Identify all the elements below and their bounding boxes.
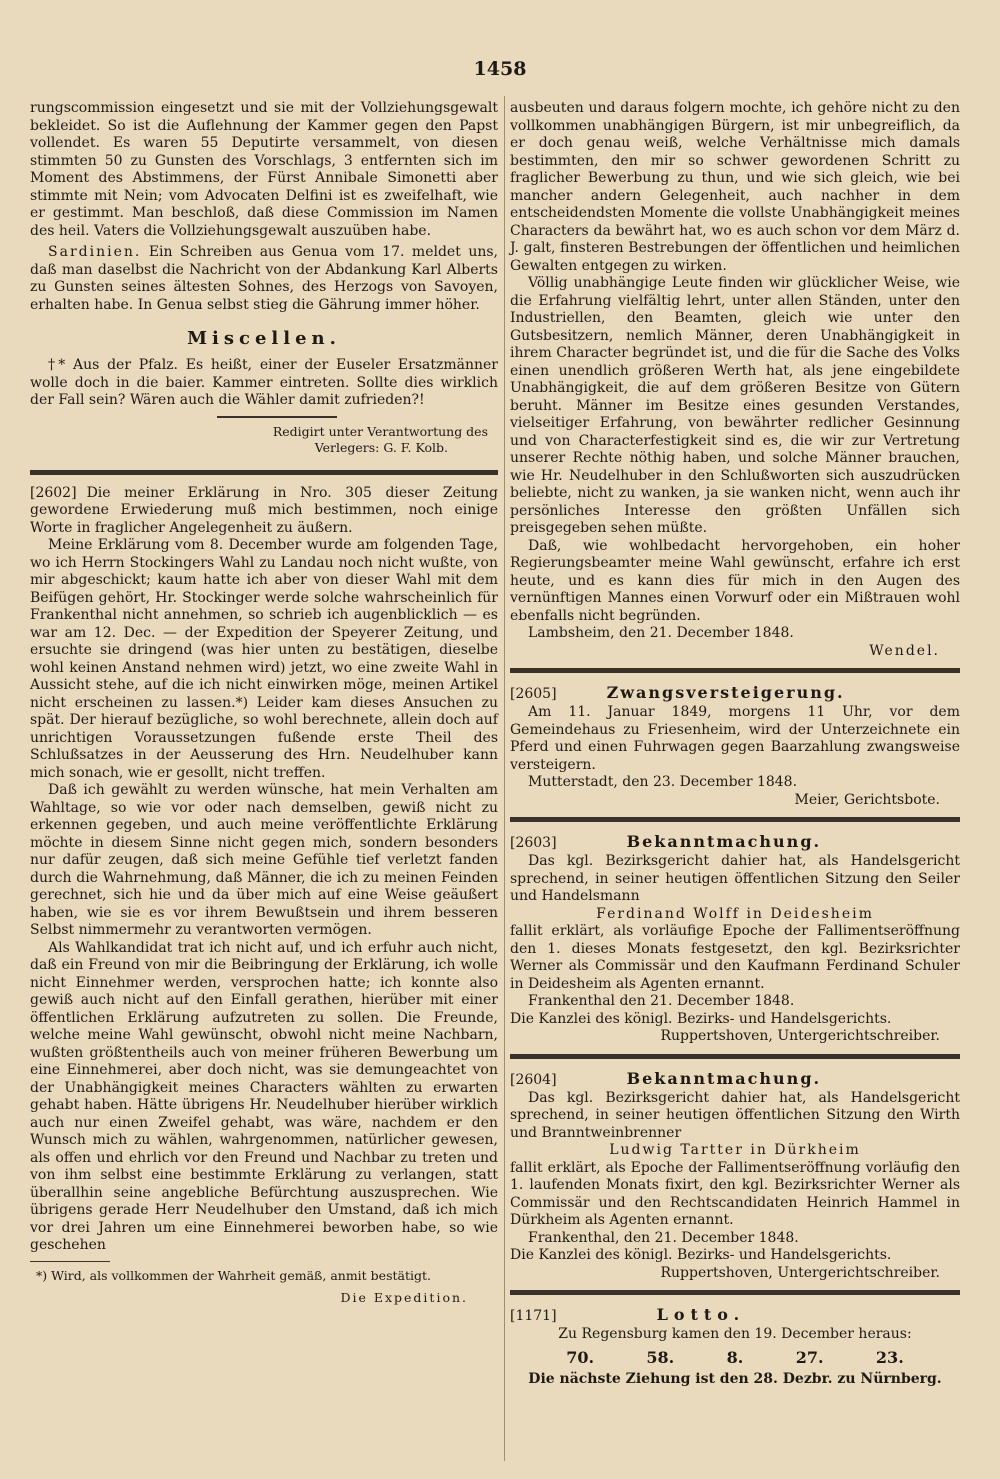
ad-person-name: Ludwig Tartter in Dürkheim: [609, 1142, 861, 1158]
ad-title: Lotto.: [656, 1305, 746, 1324]
dateline: Mutterstadt, den 23. December 1848.: [528, 774, 798, 790]
ad-title: Bekanntmachung.: [626, 832, 822, 851]
publisher-line: Verlegers: G. F. Kolb.: [314, 439, 448, 455]
lotto-number: 8.: [726, 1347, 744, 1367]
right-column: [510, 100, 960, 1388]
signature: Meier, Gerichtsbote.: [794, 791, 940, 808]
lotto-number: 23.: [875, 1347, 904, 1367]
ad-2602-paragraph: Meine Erklärung vom 8. December wurde am folgenden Tage, wo ich Herrn Stockingers Wahl zu Landau noch nicht wußte, von mir abgeschickt; kaum hatte ich aber von dieser Wahl mit dem Beifügen gehört, Hr. Stockinger werde solche wahrscheinlich für Frankenthal nicht annehmen, so schrieb ich augenblicklich — es war am 12. Dec. — der Expedition der Speyerer Zeitung, und ersuchte sie dringend (was hier unten zu bestätigen, dieselbe wohl keinen Anstand nehmen wird) jetzt, wo eine zweite Wahl in Aussicht stehe, auf die ich nicht einwirken möge, meinen Artikel nicht erscheinen zu lassen.*) Leider kam dieses Ansuchen zu spät. Der hierauf bezügliche, so wohl berechnete, allein doch auf unrichtigen Voraussetzungen fußende erste Theil des Schlußsatzes in der Aeusserung des Hrn. Neudelhuber kann mich sonach, wie er gesollt, nicht treffen.: [30, 537, 498, 781]
section-divider: [30, 470, 498, 475]
page-number: 1458: [473, 58, 527, 80]
ad-2602-intro: [30, 485, 498, 538]
lotto-next-draw: Die nächste Ziehung ist den 28. Dezbr. zu Nürnberg.: [528, 1370, 942, 1387]
ad-2602-paragraph: Daß ich gewählt zu werden wünsche, hat mein Verhalten am Wahltage, so wie vor oder nach demselben, gewiß nicht zu erkennen gegeben, und auch meine veröffentlichte Erklärung möchte in diesem Sinne nicht gegen mich, sondern besonders nur dafür zeugen, daß sich meine Gefühle tief verletzt fanden durch die Wahrnehmung, daß Männer, die ich zu meinen Feinden gerechnet, sich hie und da über mich auf eine Weise geäußert haben, wie sie es vor ihrem Bewußtsein und ihrem besseren Selbst nimmermehr zu verantworten vermögen.: [30, 782, 498, 938]
ad-2602-paragraph: Als Wahlkandidat trat ich nicht auf, und ich erfuhr auch nicht, daß ein Freund von mir die Beibringung der Erklärung, ich wolle nicht Einnehmer werden, versprochen hatte; ich konnte also gewiß auch nicht auf den Einfall gerathen, hierüber mit einer öffentlichen Erklärung aufzutreten zu sollen. Die Freunde, welche meine Wahl gewünscht, obwohl nicht meine Nachbarn, wußten größtentheils auch von meiner früheren Bewerbung um eine Einnehmerei, aber doch nicht, was sie demungeachtet von der Unabhängigkeit meines Characters wählten zu erwarten gehabt haben. Hätte übrigens Hr. Neudelhuber hierüber wirklich auch nur einen Zweifel gehabt, was wäre, nachdem er den Wunsch mich zu wählen, wahrgenommen, natürlicher gewesen, als offen und ehrlich vor den Freund und Nachbar zu treten und von ihm selbst eine bestimmte Erklärung zu verlangen, statt überallhin seine angebliche Befürchtung auszusprechen. Wie übrigens gerade Herr Neudelhuber den Umstand, daß ich mich vor drei Jahren um eine Einnehmerei beworben habe, so wie geschehen: [30, 939, 498, 1253]
article-paragraph: Völlig unabhängige Leute finden wir glücklicher Weise, wie die Erfahrung vielfältig lehrt, unter allen Ständen, unter den Industriellen, den Beamten, gleich wie unter den Gutsbesitzern, nemlich Männer, deren Unabhängigkeit in ihrem Character begründet ist, und die für die Sache des Volks einen unendlich größeren Werth hat, als jene eingebildete Unabhängigkeit, die auf dem größeren Besitze von Gütern beruht. Männer im Besitze eines gesunden Verstandes, vielseitiger Erfahrung, von bewährter redlicher Gesinnung und von Characterfestigkeit sind es, die wir zur Vertretung unserer Rechte nöthig haben, und solche Männer brauchen, wie Hr. Neudelhuber in den Schlußworten sich auszudrücken beliebte, nicht zu wanken, ja sie wanken nicht, wenn auch ihr persönliches Interesse den größten Unfällen sich preisgegeben sehen müßte.: [510, 275, 960, 536]
signature: Ruppertshoven, Untergerichtschreiber.: [660, 1028, 940, 1044]
article-paragraph: ausbeuten und daraus folgern mochte, ich gehöre nicht zu den vollkommen unabhängigen Bürgern, ist mir unbegreiflich, da er doch genau weiß, welche Verhältnisse mich damals bestimmten, den mir so schwer gewordenen Schritt zu fraglicher Bewerbung zu thun, und wie sich gleich, wie bei mancher andern Gelegenheit, auch nachher in dem entscheidendsten Momente die vollste Unabhängigkeit meines Characters da bewährt hat, wo es auch schon vor dem März d. J. galt, finsteren Bestrebungen der öffentlichen und heimlichen Gewalten entgegen zu wirken.: [510, 100, 960, 274]
section-divider: [510, 1054, 960, 1059]
editor-line: Redigirt unter Verantwortung des: [272, 423, 488, 439]
dateline: Frankenthal den 21. December 1848.: [528, 993, 795, 1009]
footnote-rule: [30, 1261, 110, 1262]
signature: Wendel.: [869, 642, 940, 659]
ad-office: Die Kanzlei des königl. Bezirks- und Handelsgerichts.: [510, 1010, 892, 1027]
ad-number: [2603]: [510, 835, 557, 851]
section-label: Sardinien.: [48, 244, 142, 260]
article-text: Ein Schreiben aus Genua vom 17. meldet uns, daß man daselbst die Nachricht von der Abdankung Karl Alberts zu Gunsten seines ältesten Sohnes, des Herzogs von Savoyen, erhalten habe. In Genua selbst stieg die Gährung immer höher.: [30, 244, 499, 313]
ad-text: Die meiner Erklärung in Nro. 305 dieser Zeitung gewordene Erwiederung muß mich bestimmen, noch einige Worte in fraglicher Angelegenheit zu äußern.: [30, 484, 498, 536]
article-sardinien: [30, 244, 498, 314]
ad-2603-header: [510, 832, 960, 853]
ad-text: Das kgl. Bezirksgericht dahier hat, als Handelsgericht sprechend, in seiner heutigen öffentlichen Sitzung den Wirth und Branntweinbrenner: [510, 1089, 960, 1141]
dateline: Frankenthal, den 21. December 1848.: [528, 1229, 799, 1246]
ad-text: Am 11. Januar 1849, morgens 11 Uhr, vor dem Gemeindehaus zu Friesenheim, wird der Unterzeichnete ein Pferd und einen Fuhrwagen gegen Baarzahlung zwangsweise versteigern.: [510, 704, 960, 773]
article-paragraph: Daß, wie wohlbedacht hervorgehoben, ein hoher Regierungsbeamter meine Wahl gewünscht, erfahre ich erst heute, und es kann dies für mich in den Augen des vernünftigen Mannes einen Vorwurf oder ein Mißtrauen wohl ebenfalls nicht begründen.: [510, 537, 960, 624]
misc-heading: Miscellen.: [187, 328, 341, 349]
ad-text: fallit erklärt, als vorläufige Epoche der Fallimentseröffnung den 1. dieses Monats festgesetzt, den kgl. Bezirksrichter Werner als Commissär und den Kaufmann Ferdinand Schuler in Deidesheim als Agenten ernannt.: [510, 923, 960, 992]
divider: [217, 416, 337, 418]
lotto-number: 70.: [566, 1347, 595, 1367]
ad-2605-header: [510, 683, 960, 704]
lotto-numbers: [510, 1344, 960, 1371]
lotto-number: 58.: [646, 1347, 675, 1367]
section-divider: [510, 668, 960, 673]
ad-number: [1171]: [510, 1308, 557, 1324]
footnote-signature: Die Expedition.: [340, 1289, 468, 1305]
section-divider: [510, 1290, 960, 1295]
dateline: Lambsheim, den 21. December 1848.: [528, 625, 794, 641]
ad-text: fallit erklärt, als Epoche der Fallimentseröffnung vorläufig den 1. laufenden Monats fixirt, den kgl. Bezirksrichter Werner als Commissär und den Rechtscandidaten Heinrich Hammel in Dürkheim als Agenten ernannt.: [510, 1159, 960, 1228]
misc-text: †* Aus der Pfalz. Es heißt, einer der Euseler Ersatzmänner wolle doch in die baier. Kammer eintreten. Sollte dies wirklich der Fall sein? Wären auch die Wähler damit zufrieden?!: [30, 357, 498, 408]
lotto-text: Zu Regensburg kamen den 19. December heraus:: [558, 1326, 912, 1342]
ad-2604-header: [510, 1069, 960, 1090]
ad-title: Bekanntmachung.: [626, 1068, 822, 1088]
ad-number: [2604]: [510, 1071, 557, 1088]
section-divider: [510, 817, 960, 822]
ad-person-name: Ferdinand Wolff in Deidesheim: [596, 905, 874, 922]
ad-number: [2605]: [510, 686, 557, 702]
ad-text: Das kgl. Bezirksgericht dahier hat, als Handelsgericht sprechend, in seiner heutigen öffentlichen Sitzung den Seiler und Handelsmann: [510, 853, 960, 904]
ad-number: [2602]: [30, 484, 77, 501]
ad-title: Zwangsversteigerung.: [606, 683, 845, 702]
left-column: [30, 100, 498, 1306]
footnote: *) Wird, als vollkommen der Wahrheit gemäß, anmit bestätigt.: [36, 1267, 431, 1283]
ad-office: Die Kanzlei des königl. Bezirks- und Handelsgerichts.: [510, 1247, 892, 1263]
column-divider: [504, 96, 505, 1461]
lotto-number: 27.: [795, 1347, 824, 1367]
ad-1171-header: [510, 1305, 960, 1326]
signature: Ruppertshoven, Untergerichtschreiber.: [660, 1264, 940, 1281]
article-paragraph: rungscommission eingesetzt und sie mit der Vollziehungsgewalt bekleidet. So ist die Auflehnung der Kammer gegen den Papst vollendet. Es waren 55 Deputirte versammelt, von diesen stimmten 50 zu Gunsten des Vorschlags, 3 entfernten sich im Moment des Abstimmens, der Fürst Annibale Simonetti aber stimmte mit Nein; vom Advocaten Delfini ist es zweifelhaft, wie er gestimmt. Man beschloß, daß diese Commission im Namen des heil. Vaters die Vollziehungsgewalt auszuüben habe.: [30, 100, 498, 239]
